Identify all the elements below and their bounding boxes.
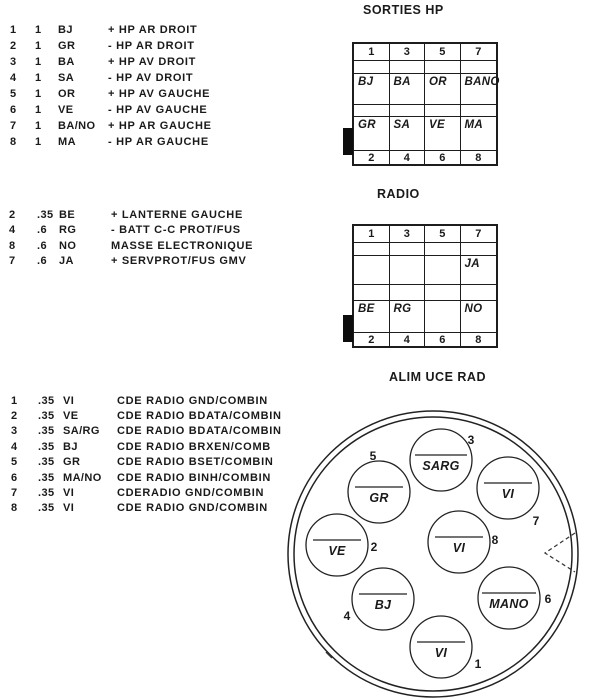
wire-row: [9, 207, 253, 223]
wire-gauge: .35: [38, 487, 55, 500]
wire-row: [10, 134, 212, 150]
wire-pin: 8: [11, 502, 18, 515]
wire-color: RG: [59, 224, 77, 237]
pin-5: [348, 449, 410, 523]
wire-row: [9, 238, 253, 254]
wire-pin: 7: [10, 120, 17, 132]
grid-color-cell: GR: [354, 117, 390, 151]
svg-text:VI: VI: [434, 646, 448, 660]
radio-title: RADIO: [377, 187, 420, 201]
grid-color-cell: [390, 256, 426, 285]
wire-row: [10, 38, 212, 54]
wire-pin: 2: [11, 410, 18, 423]
grid-pin-cell: 2: [354, 333, 390, 346]
wire-list-sorties-hp: [10, 22, 212, 150]
wire-desc: + SERVPROT/FUS GMV: [111, 255, 247, 268]
wire-row: [9, 254, 253, 270]
grid-pin-cell: 3: [390, 226, 426, 243]
grid-spacer-cell: [461, 285, 497, 301]
wire-pin: 6: [11, 471, 18, 484]
wire-pin: 4: [11, 440, 18, 453]
wire-desc: + HP AR DROIT: [108, 24, 198, 36]
grid-pin-cell: 8: [475, 151, 482, 164]
wire-desc: + LANTERNE GAUCHE: [111, 208, 243, 221]
svg-text:MANO: MANO: [489, 597, 529, 611]
grid-color-cell: MA: [461, 117, 497, 151]
grid-spacer-cell: [390, 243, 426, 256]
connector-grid-sorties-hp: [352, 42, 498, 166]
wire-desc: + HP AV DROIT: [108, 56, 197, 68]
wire-desc: - HP AV DROIT: [108, 72, 194, 84]
grid-color-cell: BANO: [461, 74, 497, 105]
wire-row: [11, 501, 282, 516]
wire-row: [10, 86, 212, 102]
grid-color-cell: NO: [461, 301, 497, 333]
grid-pin-cell: 2: [354, 151, 390, 164]
wire-pin: 8: [9, 239, 16, 252]
wire-row: [10, 54, 212, 70]
wire-desc: CDE RADIO BDATA/COMBIN: [117, 410, 282, 423]
wire-list-alim-uce-rad: [11, 393, 282, 516]
grid-color-cell: BJ: [354, 74, 390, 105]
grid-spacer-cell: [354, 105, 390, 117]
wire-desc: + HP AV GAUCHE: [108, 88, 211, 100]
wire-gauge: 1: [35, 88, 42, 100]
wire-desc: + HP AR GAUCHE: [108, 120, 212, 132]
wire-pin: 3: [11, 425, 18, 438]
wire-row: [10, 118, 212, 134]
wire-gauge: 1: [35, 104, 42, 116]
wire-gauge: 1: [35, 40, 42, 52]
wire-desc: CDERADIO GND/COMBIN: [117, 487, 265, 500]
grid-spacer-cell: [461, 243, 497, 256]
wire-row: [11, 408, 282, 423]
wire-color: VE: [58, 104, 74, 116]
svg-text:3: 3: [467, 433, 475, 447]
wire-row: [11, 439, 282, 454]
grid-color-cell: OR: [425, 74, 461, 105]
svg-text:8: 8: [491, 533, 499, 547]
wire-color: SA/RG: [63, 425, 100, 438]
grid-color-cell: RG: [390, 301, 426, 333]
pin-4: [344, 568, 414, 630]
pin-3: [410, 429, 475, 491]
grid-color-cell: BE: [354, 301, 390, 333]
wire-gauge: .6: [37, 224, 47, 237]
wire-color: VI: [63, 487, 75, 500]
wire-row: [10, 102, 212, 118]
wire-color: JA: [59, 255, 74, 268]
wire-gauge: .35: [38, 440, 55, 453]
grid-pin-cell: 7: [461, 44, 497, 61]
grid-spacer-cell: [390, 61, 426, 74]
wire-desc: - HP AR GAUCHE: [108, 136, 209, 148]
connector-key-tab: [343, 315, 353, 342]
grid-color-cell: BA: [390, 74, 426, 105]
svg-text:1: 1: [474, 657, 482, 671]
grid-spacer-cell: [461, 105, 497, 117]
grid-pin-cell: 5: [425, 44, 461, 61]
wire-pin: 1: [10, 24, 17, 36]
svg-text:4: 4: [343, 609, 351, 623]
wire-row: [11, 455, 282, 470]
grid-color-cell: [354, 256, 390, 285]
wire-desc: CDE RADIO GND/COMBIN: [117, 502, 268, 515]
wire-gauge: 1: [35, 24, 42, 36]
wire-pin: 1: [11, 394, 18, 407]
wire-color: SA: [58, 72, 75, 84]
wire-list-radio: [9, 207, 253, 269]
grid-color-cell: VE: [425, 117, 461, 151]
wire-desc: CDE RADIO BRXEN/COMB: [117, 440, 271, 453]
wire-gauge: .35: [38, 394, 55, 407]
wire-desc: - HP AV GAUCHE: [108, 104, 208, 116]
wire-row: [11, 485, 282, 500]
wire-pin: 7: [9, 255, 16, 268]
wire-pin: 3: [10, 56, 17, 68]
wire-desc: - BATT C-C PROT/FUS: [111, 224, 241, 237]
wire-desc: CDE RADIO BINH/COMBIN: [117, 471, 272, 484]
wire-pin: 4: [9, 224, 16, 237]
svg-text:5: 5: [369, 449, 377, 463]
wire-color: GR: [63, 456, 81, 469]
wire-color: OR: [58, 88, 76, 100]
wire-row: [10, 70, 212, 86]
grid-spacer-cell: [461, 61, 497, 74]
svg-text:VE: VE: [328, 544, 346, 558]
wire-gauge: .35: [38, 425, 55, 438]
wire-row: [10, 22, 212, 38]
grid-pin-cell: 5: [425, 226, 461, 243]
wire-gauge: .35: [38, 471, 55, 484]
wire-desc: - HP AR DROIT: [108, 40, 195, 52]
wire-gauge: 1: [35, 120, 42, 132]
sorties-hp-title: SORTIES HP: [363, 3, 444, 17]
wire-desc: MASSE ELECTRONIQUE: [111, 239, 254, 252]
grid-color-cell: SA: [390, 117, 426, 151]
wire-color: VI: [63, 394, 75, 407]
wire-gauge: .35: [38, 502, 55, 515]
grid-pin-cell: 1: [354, 226, 390, 243]
wire-color: GR: [58, 40, 76, 52]
wire-gauge: 1: [35, 72, 42, 84]
grid-color-cell: JA: [461, 256, 497, 285]
pin-7: [477, 457, 540, 528]
wire-desc: CDE RADIO GND/COMBIN: [117, 394, 268, 407]
grid-pin-cell: 1: [354, 44, 390, 61]
pin-8: [428, 511, 499, 573]
grid-spacer-cell: [390, 105, 426, 117]
wire-desc: CDE RADIO BDATA/COMBIN: [117, 425, 282, 438]
svg-text:VI: VI: [501, 487, 515, 501]
grid-spacer-cell: [425, 61, 461, 74]
wire-pin: 5: [10, 88, 17, 100]
grid-pin-cell: 7: [461, 226, 497, 243]
alim-uce-rad-title: ALIM UCE RAD: [389, 370, 486, 384]
connector-grid-radio: [352, 224, 498, 348]
grid-pin-cell: 3: [390, 44, 426, 61]
grid-pin-cell: 4: [390, 151, 426, 164]
wire-gauge: 1: [35, 56, 42, 68]
wire-pin: 5: [11, 456, 18, 469]
wire-pin: 6: [10, 104, 17, 116]
wire-row: [9, 223, 253, 239]
wire-color: VI: [63, 502, 75, 515]
wire-gauge: 1: [35, 136, 42, 148]
wire-pin: 4: [10, 72, 17, 84]
grid-spacer-cell: [390, 285, 426, 301]
wire-row: [11, 424, 282, 439]
wire-color: NO: [59, 239, 77, 252]
wire-gauge: .6: [37, 255, 47, 268]
wire-desc: CDE RADIO BSET/COMBIN: [117, 456, 274, 469]
connector-key-tab: [343, 128, 353, 155]
grid-pin-cell: 6: [425, 333, 461, 346]
pin-2: [306, 514, 378, 576]
circular-connector-alim-uce-rad: [285, 398, 595, 700]
wire-pin: 8: [10, 136, 17, 148]
wire-pin: 7: [11, 487, 18, 500]
grid-color-cell: [425, 301, 461, 333]
svg-text:BJ: BJ: [374, 598, 392, 612]
wire-gauge: .35: [38, 456, 55, 469]
pin-6: [478, 567, 552, 629]
svg-text:SARG: SARG: [422, 459, 460, 473]
wire-gauge: .6: [37, 239, 47, 252]
wire-gauge: .35: [37, 208, 54, 221]
pin-1: [410, 616, 482, 678]
wire-color: VE: [63, 410, 79, 423]
wire-color: MA: [58, 136, 76, 148]
svg-text:GR: GR: [369, 491, 389, 505]
wire-color: MA/NO: [63, 471, 102, 484]
grid-spacer-cell: [354, 285, 390, 301]
wire-pin: 2: [10, 40, 17, 52]
grid-spacer-cell: [425, 243, 461, 256]
wire-color: BJ: [63, 440, 78, 453]
grid-spacer-cell: [354, 243, 390, 256]
grid-pin-cell: 8: [475, 333, 482, 346]
wire-color: BE: [59, 208, 76, 221]
svg-text:7: 7: [532, 514, 540, 528]
grid-spacer-cell: [425, 105, 461, 117]
grid-color-cell: [425, 256, 461, 285]
grid-spacer-cell: [354, 61, 390, 74]
wire-color: BA: [58, 56, 75, 68]
grid-spacer-cell: [425, 285, 461, 301]
wire-gauge: .35: [38, 410, 55, 423]
grid-pin-cell: 4: [390, 333, 426, 346]
svg-text:6: 6: [544, 592, 552, 606]
wire-row: [11, 470, 282, 485]
wire-color: BA/NO: [58, 120, 96, 132]
grid-pin-cell: 6: [425, 151, 461, 164]
svg-text:2: 2: [370, 540, 378, 554]
svg-text:VI: VI: [452, 541, 466, 555]
wire-color: BJ: [58, 24, 73, 36]
wire-row: [11, 393, 282, 408]
wire-pin: 2: [9, 208, 16, 221]
